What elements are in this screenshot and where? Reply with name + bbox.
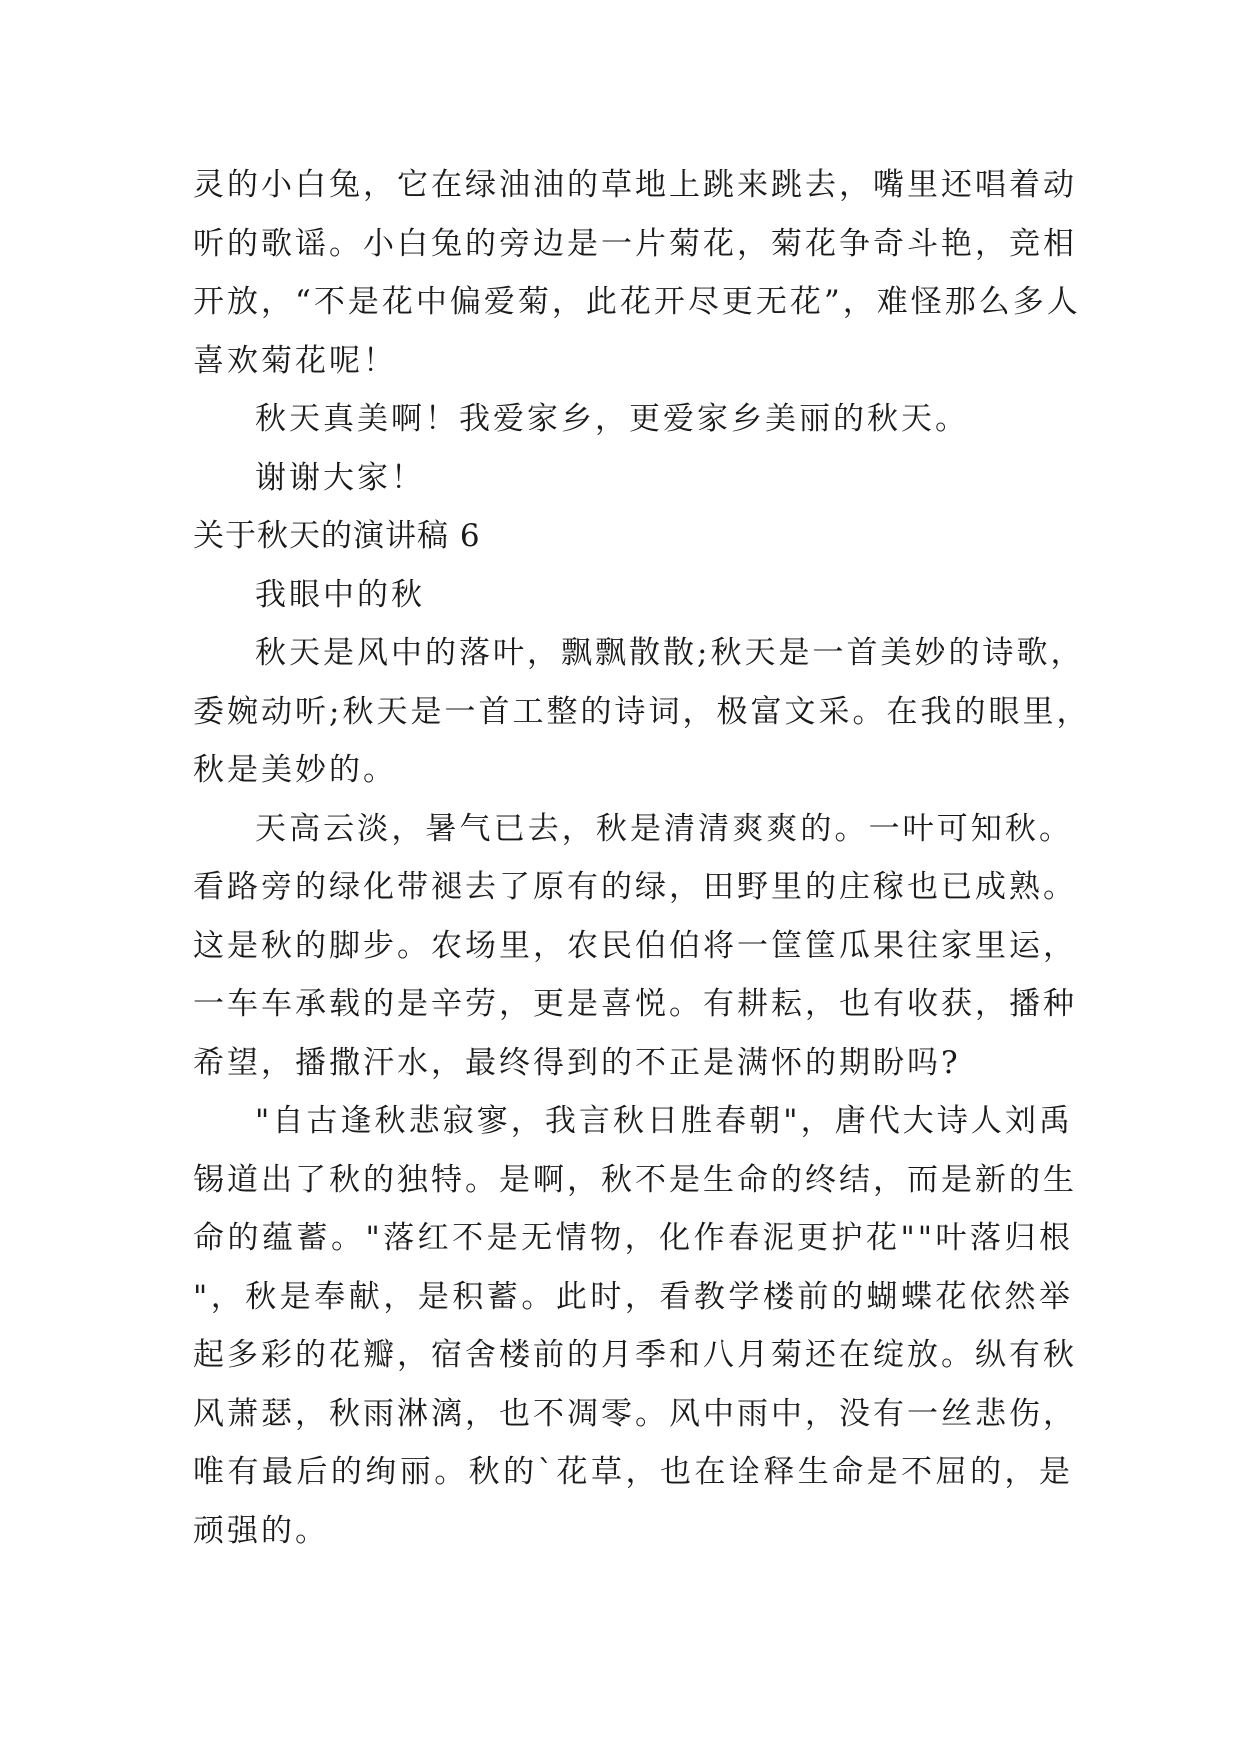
text-line: "，秋是奉献，是积蓄。此时，看教学楼前的蝴蝶花依然举 xyxy=(193,1278,1073,1315)
document-body xyxy=(193,156,1091,1560)
text-line: 风萧瑟，秋雨淋漓，也不凋零。风中雨中，没有一丝悲伤， xyxy=(193,1395,1077,1432)
text-line: "自古逢秋悲寂寥，我言秋日胜春朝"，唐代大诗人刘禹 xyxy=(255,1103,1073,1139)
text-line: 看路旁的绿化带褪去了原有的绿，田野里的庄稼也已成熟。 xyxy=(193,869,1077,905)
text-line: 开放，“不是花中偏爱菊，此花开尽更无花”，难怪那么多人 xyxy=(193,284,1081,320)
text-line: 听的歌谣。小白兔的旁边是一片菊花，菊花争奇斗艳，竞相 xyxy=(193,225,1077,262)
text-line: 喜欢菊花呢！ xyxy=(193,342,397,379)
article-subtitle: 我眼中的秋 xyxy=(255,576,425,613)
text-line: 起多彩的花瓣，宿舍楼前的月季和八月菊还在绽放。纵有秋 xyxy=(193,1337,1077,1373)
text-line: 委婉动听;秋天是一首工整的诗词，极富文采。在我的眼里， xyxy=(193,693,1091,730)
text-line: 秋天是风中的落叶，飘飘散散;秋天是一首美妙的诗歌， xyxy=(255,635,1085,671)
text-line: 秋是美妙的。 xyxy=(193,752,397,788)
text-line: 命的蕴蓄。"落红不是无情物，化作春泥更护花""叶落归根 xyxy=(193,1220,1073,1256)
text-line: 锡道出了秋的独特。是啊，秋不是生命的终结，而是新的生 xyxy=(193,1161,1077,1198)
text-line: 秋天真美啊！我爱家乡，更爱家乡美丽的秋天。 xyxy=(255,401,969,437)
text-line: 希望，播撒汗水，最终得到的不正是满怀的期盼吗? xyxy=(193,1044,961,1081)
text-line: 谢谢大家！ xyxy=(255,459,425,496)
text-line: 唯有最后的绚丽。秋的`花草，也在诠释生命是不屈的，是 xyxy=(193,1454,1073,1490)
section-heading: 关于秋天的演讲稿 6 xyxy=(193,518,481,554)
text-line: 这是秋的脚步。农场里，农民伯伯将一筐筐瓜果往家里运， xyxy=(193,927,1077,964)
text-line: 一车车承载的是辛劳，更是喜悦。有耕耘，也有收获，播种 xyxy=(193,986,1077,1022)
text-line: 灵的小白兔，它在绿油油的草地上跳来跳去，嘴里还唱着动 xyxy=(193,167,1077,203)
text-line: 顽强的。 xyxy=(193,1512,329,1549)
text-line: 天高云淡，暑气已去，秋是清清爽爽的。一叶可知秋。 xyxy=(255,810,1073,847)
